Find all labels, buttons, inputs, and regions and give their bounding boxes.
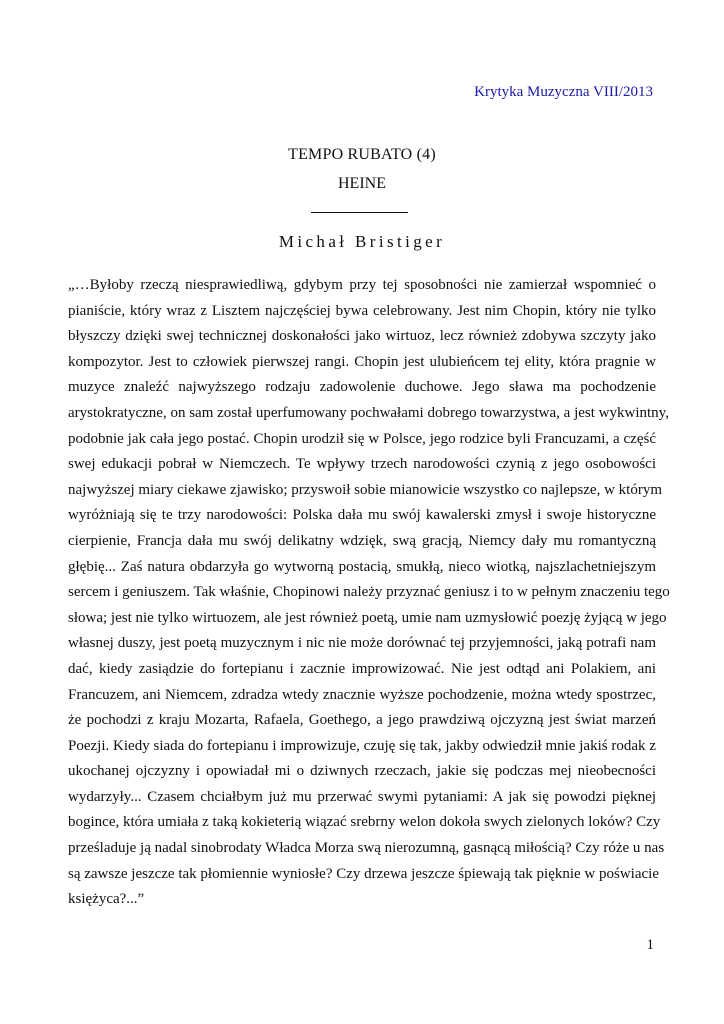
body-line: podobnie jak cała jego postać. Chopin urodził się w Polsce, jego rodzice byli Francuzami, a część bbox=[68, 430, 656, 447]
body-line: cierpienie, Francja dała mu swój delikatny wdzięk, swą gracją, Niemcy dały mu romantyczną bbox=[68, 532, 656, 549]
body-line: swej edukacji pobrał w Niemczech. Te wpływy trzech narodowości czynią z jego osobowości bbox=[68, 456, 656, 473]
body-line: Francuzem, ani Niemcem, zdradza wtedy znacznie wyższe pochodzenie, można wtedy spostrzec, bbox=[68, 686, 656, 703]
body-line: wydarzyły... Czasem chciałbym już mu przerwać swymi pytaniami: A jak się powodzi pięknej bbox=[68, 788, 656, 805]
article-body bbox=[68, 273, 670, 913]
body-line: Poezji. Kiedy siada do fortepianu i improwizuje, czuję się tak, jakby odwiedził mnie jakiś rodak z bbox=[68, 737, 656, 754]
article-author: Michał Bristiger bbox=[278, 232, 446, 251]
body-line: „…Byłoby rzeczą niesprawiedliwą, gdybym przy tej sposobności nie zamierzał wspomnieć o bbox=[68, 277, 656, 293]
article-subtitle: HEINE bbox=[338, 175, 386, 192]
title-divider bbox=[311, 212, 408, 213]
article-title: TEMPO RUBATO (4) bbox=[288, 146, 436, 163]
body-line: pianiście, który wraz z Lisztem najczęściej bywa celebrowany. Jest nim Chopin, który nie tylko bbox=[68, 302, 656, 319]
body-line: błyszczy dzięki swej technicznej doskonałości jako wirtuoz, lecz również zdobywa szczyty jako bbox=[68, 328, 656, 345]
body-line: wyróżniają się te trzy narodowości: Polska dała mu swój kawalerski zmysł i swoje historyczne bbox=[68, 507, 656, 524]
body-line: są zawsze jeszcze tak płomiennie wyniosłe? Czy drzewa jeszcze śpiewają tak pięknie w poświacie bbox=[68, 865, 659, 882]
body-line: sercem i geniuszem. Tak właśnie, Chopinowi należy przyznać geniusz i to w pełnym znaczeniu tego bbox=[68, 584, 670, 601]
body-line: muzyce znaleźć najwyższego rodzaju zadowolenie duchowe. Jego sława ma pochodzenie bbox=[68, 379, 656, 396]
body-line: głębię... Zaś natura obdarzyła go wytworną postacią, smukłą, nieco wiotką, najszlachetniejszym bbox=[68, 558, 656, 575]
body-line: prześladuje ją nadal sinobrodaty Władca Morza swą nierozumną, gasnącą miłością? Czy róże u nas bbox=[68, 840, 665, 857]
journal-header: Krytyka Muzyczna VIII/2013 bbox=[474, 84, 653, 100]
page-number: 1 bbox=[646, 937, 654, 953]
body-line: arystokratyczne, on sam został uperfumowany pochwałami dobrego towarzystwa, a jest wykwintny, bbox=[68, 404, 669, 421]
body-line: że pochodzi z kraju Mozarta, Rafaela, Goethego, a jego prawdziwą ojczyzną jest świat marzeń bbox=[68, 712, 656, 729]
body-line: księżyca?...” bbox=[68, 891, 145, 908]
body-line: kompozytor. Jest to człowiek pierwszej rangi. Chopin jest ulubieńcem tej elity, która pragnie w bbox=[68, 353, 656, 370]
body-line: własnej duszy, jest poetą muzycznym i nic nie może dorównać tej przyjemności, jaką potrafi nam bbox=[68, 635, 656, 652]
body-line: najwyższej miary ciekawe zjawisko; przyswoił sobie mianowicie wszystko co najlepsze, w którym bbox=[68, 481, 662, 498]
body-line: słowa; jest nie tylko wirtuozem, ale jest również poetą, umie nam uzmysłowić poezję żyjącą w jego bbox=[68, 609, 667, 626]
body-line: dać, kiedy zasiądzie do fortepianu i zacznie improwizować. Nie jest odtąd ani Polakiem, ani bbox=[68, 660, 656, 677]
body-line: bogince, która umiała z taką kokieterią wiązać srebrny welon dokoła swych zielonych loków? Czy bbox=[68, 814, 661, 831]
body-line: ukochanej ojczyzny i opowiadał mi o dziwnych rzeczach, jakie się podczas mej nieobecności bbox=[68, 763, 656, 780]
